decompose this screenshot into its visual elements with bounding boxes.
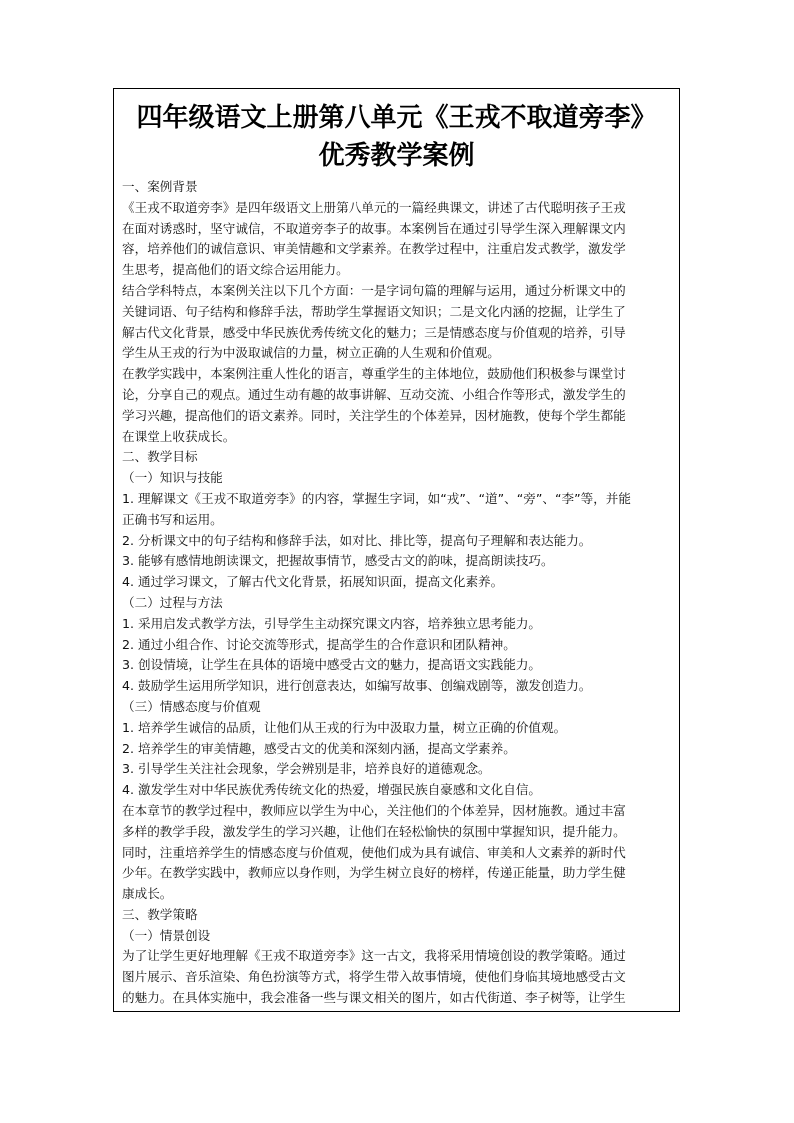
document-frame (113, 88, 680, 1012)
text-line: 图片展示、音乐渲染、角色扮演等方式，将学生带入故事情境，使他们身临其境地感受古文 (122, 969, 626, 985)
text-line: 同时，注重培养学生的情感态度与价值观，使他们成为具有诚信、审美和人文素养的新时代 (122, 844, 626, 860)
text-line: 1. 理解课文《王戎不取道旁李》的内容，掌握生字词，如“戎”、“道”、“旁”、“李”等，并能 (122, 490, 631, 506)
text-line: 4. 激发学生对中华民族优秀传统文化的热爱，增强民族自豪感和文化自信。 (122, 782, 542, 798)
text-line: （三）情感态度与价值观 (122, 698, 261, 714)
document-title (114, 99, 679, 175)
text-line: （一）知识与技能 (122, 470, 223, 486)
text-line: 2. 培养学生的审美情趣，感受古文的优美和深刻内涵，提高文学素养。 (122, 740, 516, 756)
text-line: 在面对诱惑时，坚守诚信，不取道旁李子的故事。本案例旨在通过引导学生深入理解课文内 (122, 220, 626, 236)
title-line: 优秀教学案例 (318, 141, 475, 171)
text-line: 生思考，提高他们的语文综合运用能力。 (122, 262, 349, 278)
text-line: 在本章节的教学过程中，教师应以学生为中心，关注他们的个体差异，因材施教。通过丰富 (122, 802, 626, 818)
text-line: 在教学实践中，本案例注重人性化的语言，尊重学生的主体地位，鼓励他们积极参与课堂讨 (122, 366, 626, 382)
text-line: 结合学科特点，本案例关注以下几个方面：一是字词句篇的理解与运用，通过分析课文中的 (122, 282, 626, 298)
text-line: （二）过程与方法 (122, 594, 223, 610)
text-line: 三、教学策略 (122, 906, 198, 922)
text-line: 1. 培养学生诚信的品质，让他们从王戎的行为中汲取力量，树立正确的价值观。 (122, 719, 567, 735)
text-line: 正确书写和运用。 (122, 511, 223, 527)
text-line: 多样的教学手段，激发学生的学习兴趣，让他们在轻松愉快的氛围中掌握知识，提升能力。 (122, 823, 626, 839)
text-line: 康成长。 (122, 886, 173, 902)
title-line: 四年级语文上册第八单元《王戎不取道旁李》 (136, 103, 657, 133)
text-line: 4. 鼓励学生运用所学知识，进行创意表达，如编写故事、创编戏剧等，激发创造力。 (122, 678, 592, 694)
text-line: 学生从王戎的行为中汲取诚信的力量，树立正确的人生观和价值观。 (122, 345, 500, 361)
text-line: 3. 创设情境，让学生在具体的语境中感受古文的魅力，提高语文实践能力。 (122, 657, 542, 673)
text-line: （一）情景创设 (122, 927, 211, 943)
text-line: 的魅力。在具体实施中，我会准备一些与课文相关的图片，如古代街道、李子树等，让学生 (122, 990, 626, 1006)
text-line: 2. 通过小组合作、讨论交流等形式，提高学生的合作意识和团队精神。 (122, 636, 516, 652)
document-body (114, 177, 679, 1009)
text-line: 2. 分析课文中的句子结构和修辞手法，如对比、排比等，提高句子理解和表达能力。 (122, 532, 592, 548)
text-line: 二、教学目标 (122, 449, 198, 465)
text-line: 论，分享自己的观点。通过生动有趣的故事讲解、互动交流、小组合作等形式，激发学生的 (122, 386, 626, 402)
text-line: 学习兴趣，提高他们的语文素养。同时，关注学生的个体差异，因材施教，使每个学生都能 (122, 407, 626, 423)
text-line: 4. 通过学习课文，了解古代文化背景，拓展知识面，提高文化素养。 (122, 574, 504, 590)
text-line: 少年。在教学实践中，教师应以身作则，为学生树立良好的榜样，传递正能量，助力学生健 (122, 865, 626, 881)
text-line: 1. 采用启发式教学方法，引导学生主动探究课文内容，培养独立思考能力。 (122, 615, 542, 631)
text-line: 《王戎不取道旁李》是四年级语文上册第八单元的一篇经典课文，讲述了古代聪明孩子王戎 (122, 199, 626, 215)
text-line: 关键词语、句子结构和修辞手法，帮助学生掌握语文知识；二是文化内涵的挖掘，让学生了 (122, 303, 626, 319)
text-line: 为了让学生更好地理解《王戎不取道旁李》这一古文，我将采用情境创设的教学策略。通过 (122, 948, 626, 964)
text-line: 一、案例背景 (122, 179, 198, 194)
text-line: 容，培养他们的诚信意识、审美情趣和文学素养。在教学过程中，注重启发式教学，激发学 (122, 241, 626, 257)
text-line: 在课堂上收获成长。 (122, 428, 236, 444)
text-line: 3. 能够有感情地朗读课文，把握故事情节，感受古文的韵味，提高朗读技巧。 (122, 553, 554, 569)
text-line: 解古代文化背景，感受中华民族优秀传统文化的魅力；三是情感态度与价值观的培养，引导 (122, 324, 626, 340)
text-line: 3. 引导学生关注社会现象，学会辨别是非，培养良好的道德观念。 (122, 761, 491, 777)
